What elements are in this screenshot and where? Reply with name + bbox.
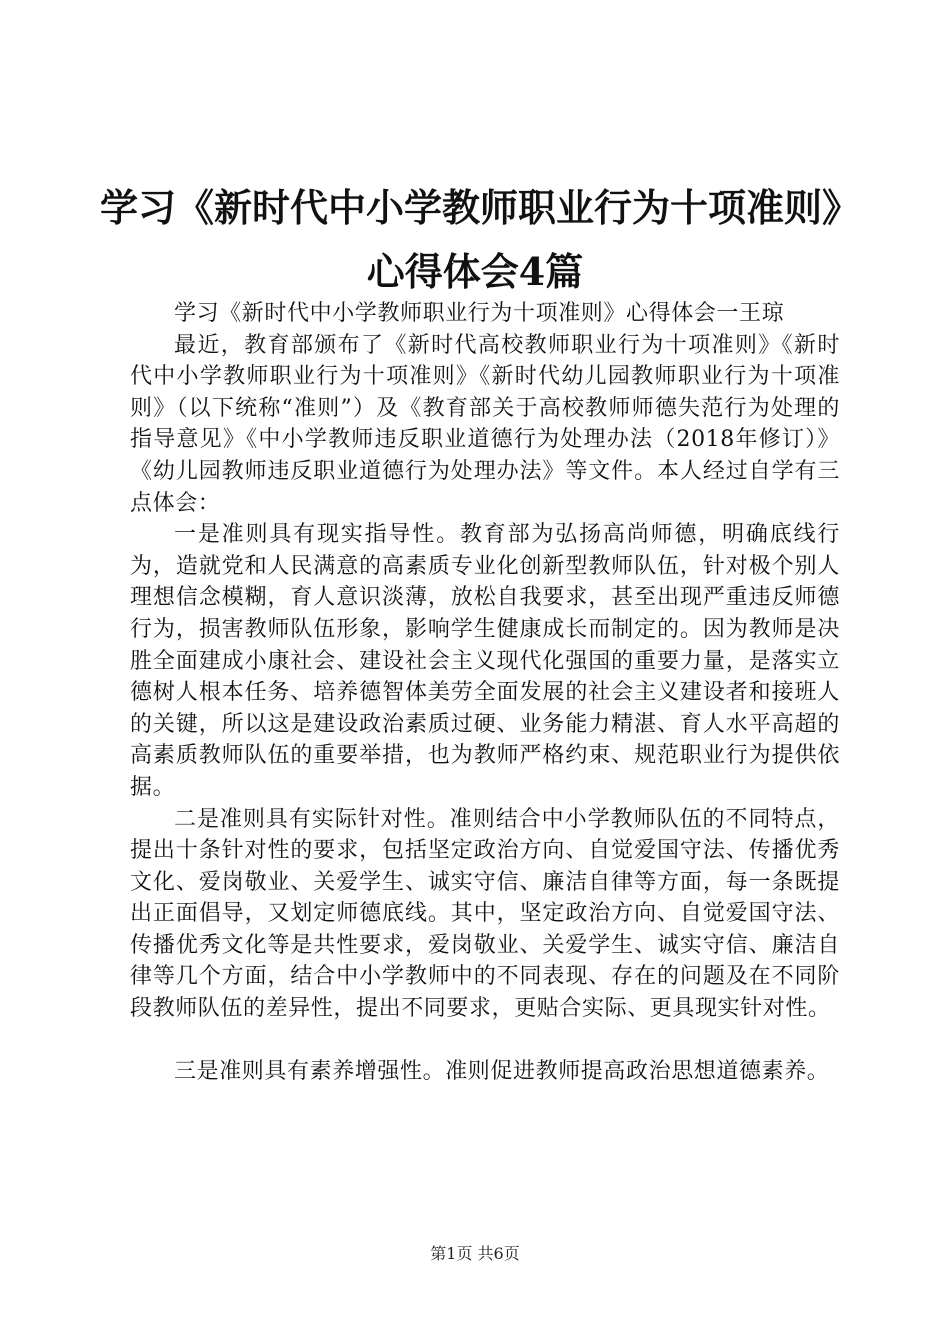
paragraph-point-one: 一是准则具有现实指导性。教育部为弘扬高尚师德，明确底线行为，造就党和人民满意的高素质专业化创新型教师队伍，针对极个别人理想信念模糊，育人意识淡薄，放松自我要求，甚至出现严重违反师德行为，损害教师队伍形象，影响学生健康成长而制定的。因为教师是决胜全面建成小康社会、建设社会主义现代化强国的重要力量，是落实立德树人根本任务、培养德智体美劳全面发展的社会主义建设者和接班人的关键，所以这是建设政治素质过硬、业务能力精湛、育人水平高超的高素质教师队伍的重要举措，也为教师严格约束、规范职业行为提供依据。 — [130, 522, 840, 800]
paragraph-intro: 最近，教育部颁布了《新时代高校教师职业行为十项准则》《新时代中小学教师职业行为十项准则》《新时代幼儿园教师职业行为十项准则》（以下统称“准则”）及《教育部关于高校教师师德失范行为处理的指导意见》《中小学教师违反职业道德行为处理办法（2018年修订）》《幼儿园教师违反职业道德行为处理办法》等文件。本人经过自学有三点体会： — [130, 332, 840, 516]
page-footer: 第1页 共6页 — [430, 1244, 520, 1263]
paragraph-point-three: 三是准则具有素养增强性。准则促进教师提高政治思想道德素养。 — [174, 1059, 830, 1085]
paragraph-subtitle: 学习《新时代中小学教师职业行为十项准则》心得体会一王琼 — [174, 301, 785, 326]
document-title-line2: 心得体会4篇 — [366, 249, 584, 294]
document-body — [130, 298, 840, 1088]
paragraph-point-two: 二是准则具有实际针对性。准则结合中小学教师队伍的不同特点，提出十条针对性的要求，包括坚定政治方向、自觉爱国守法、传播优秀文化、爱岗敬业、关爱学生、诚实守信、廉洁自律等方面，每一条既提出正面倡导，又划定师德底线。其中，坚定政治方向、自觉爱国守法、传播优秀文化等是共性要求，爱岗敬业、关爱学生、诚实守信、廉洁自律等几个方面，结合中小学教师中的不同表现、存在的问题及在不同阶段教师队伍的差异性，提出不同要求，更贴合实际、更具现实针对性。 — [130, 806, 840, 1022]
document-title-line1: 学习《新时代中小学教师职业行为十项准则》 — [100, 185, 861, 230]
